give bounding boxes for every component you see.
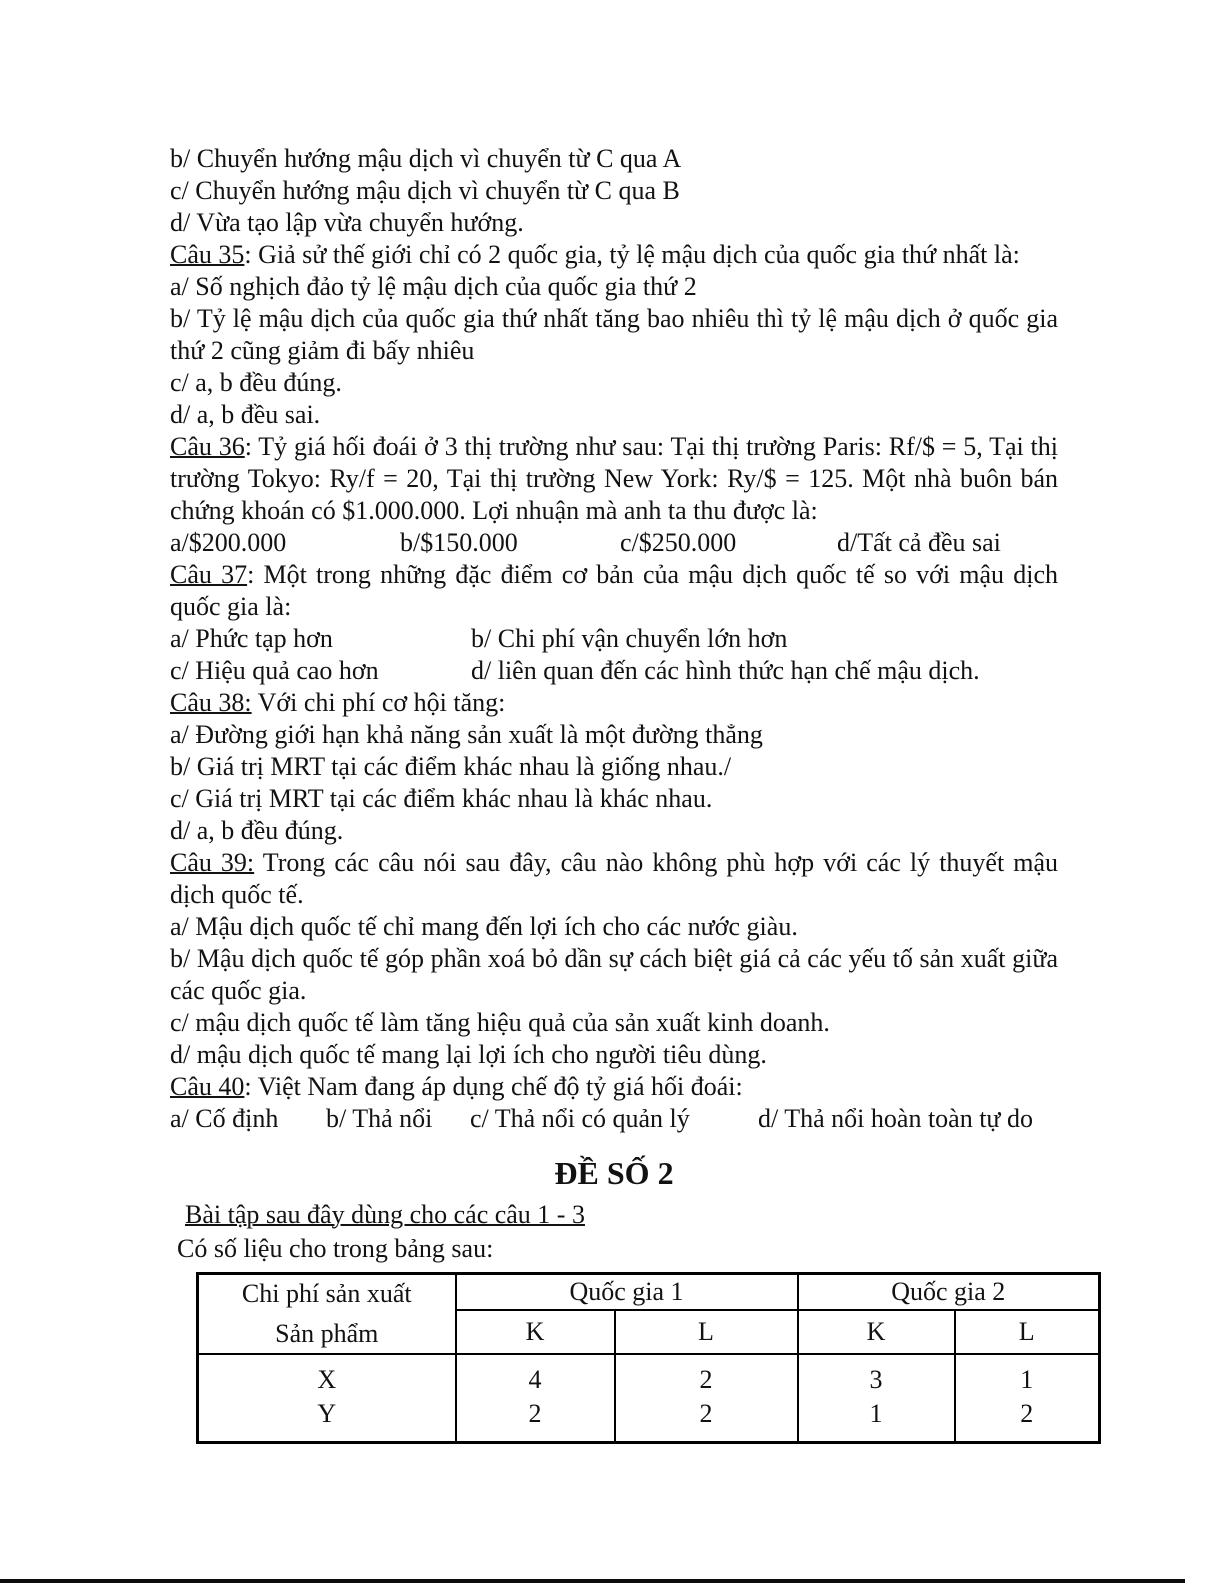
page-bottom-edge	[0, 1579, 1185, 1583]
question-36-text: : Tỷ giá hối đoái ở 3 thị trường như sau: Tại thị trường Paris: Rf/$ = 5, Tại thị trường Tokyo: Ry/f = 20, Tại thị trường New York: Ry/$ = 125. Một nhà buôn bán chứng khoán có $1.000.000. Lợi nhuận mà anh ta thu được là:	[170, 432, 1058, 525]
table-intro: Có số liệu cho trong bảng sau:	[177, 1234, 494, 1263]
question-35-option-b: b/ Tỷ lệ mậu dịch của quốc gia thứ nhất tăng bao nhiêu thì tỷ lệ mậu dịch ở quốc gia thứ 2 cũng giảm đi bấy nhiêu	[170, 304, 1058, 365]
question-37-option-b: b/ Chi phí vận chuyển lớn hơn	[471, 624, 788, 653]
row-y-product: Y	[198, 1397, 456, 1443]
row-x-l2: 1	[955, 1354, 1100, 1397]
question-36-option-c: c/$250.000	[620, 528, 737, 557]
row-y-l2: 2	[955, 1397, 1100, 1443]
question-40-label: Câu 40	[170, 1072, 245, 1101]
question-37-option-c: c/ Hiệu quả cao hơn	[170, 656, 379, 685]
question-35-option-c: c/ a, b đều đúng.	[170, 368, 342, 397]
question-38-option-a: a/ Đường giới hạn khả năng sản xuất là một đường thẳng	[170, 720, 763, 749]
question-39-label: Câu 39:	[170, 848, 255, 877]
continuation-option-d: d/ Vừa tạo lập vừa chuyển hướng.	[170, 208, 524, 237]
question-36-option-d: d/Tất cả đều sai	[837, 528, 1001, 557]
table-row-y	[198, 1397, 1100, 1443]
continuation-option-b: b/ Chuyển hướng mậu dịch vì chuyển từ C qua A	[170, 144, 682, 173]
question-40-option-d: d/ Thả nổi hoàn toàn tự do	[758, 1104, 1034, 1133]
question-37-option-a: a/ Phức tạp hơn	[170, 624, 333, 653]
question-35-option-a: a/ Số nghịch đảo tỷ lệ mậu dịch của quốc gia thứ 2	[170, 272, 697, 301]
question-38-option-d: d/ a, b đều đúng.	[170, 816, 344, 845]
question-36-stem	[170, 431, 1058, 527]
question-35-label: Câu 35	[170, 240, 245, 269]
question-39-option-c: c/ mậu dịch quốc tế làm tăng hiệu quả của sản xuất kinh doanh.	[170, 1008, 830, 1037]
question-36-options-row	[170, 527, 1058, 559]
text-block	[170, 143, 1058, 1444]
question-40-option-b: b/ Thả nổi	[326, 1104, 433, 1133]
question-35-option-d: d/ a, b đều sai.	[170, 400, 321, 429]
table-group-header-row	[198, 1274, 1100, 1311]
question-37-text: : Một trong những đặc điểm cơ bản của mậu dịch quốc tế so với mậu dịch quốc gia là:	[170, 560, 1058, 621]
question-38-label: Câu 38:	[170, 688, 252, 717]
question-38-option-c: c/ Giá trị MRT tại các điểm khác nhau là khác nhau.	[170, 784, 713, 813]
corner-label-cost: Chi phí sản xuất	[241, 1279, 412, 1308]
table-corner-cell	[198, 1274, 456, 1355]
question-39-text: Trong các câu nói sau đây, câu nào không phù hợp với các lý thuyết mậu dịch quốc tế.	[170, 848, 1058, 909]
continuation-option-c: c/ Chuyển hướng mậu dịch vì chuyển từ C qua B	[170, 176, 680, 205]
question-38-stem	[170, 687, 1058, 719]
question-39-option-a: a/ Mậu dịch quốc tế chỉ mang đến lợi ích cho các nước giàu.	[170, 912, 798, 941]
corner-label-product: Sản phẩm	[275, 1319, 379, 1348]
question-39-option-b: b/ Mậu dịch quốc tế góp phần xoá bỏ dần sự cách biệt giá cả các yếu tố sản xuất giữa các quốc gia.	[170, 944, 1058, 1005]
table-row-x	[198, 1354, 1100, 1397]
row-x-k2: 3	[798, 1354, 955, 1397]
row-x-l1: 2	[615, 1354, 798, 1397]
row-x-product: X	[198, 1354, 456, 1397]
question-38-option-b: b/ Giá trị MRT tại các điểm khác nhau là giống nhau./	[170, 752, 732, 781]
question-36-option-a: a/$200.000	[170, 528, 287, 557]
group-header-country-1: Quốc gia 1	[456, 1274, 798, 1311]
section-title: ĐỀ SỐ 2	[554, 1155, 674, 1191]
question-37-label: Câu 37	[170, 560, 248, 589]
question-39-stem	[170, 847, 1058, 911]
question-37-options-row-1	[170, 623, 1058, 655]
sub-header-l2: L	[955, 1310, 1100, 1354]
row-y-k1: 2	[456, 1397, 615, 1443]
question-40-stem	[170, 1071, 1058, 1103]
row-y-k2: 1	[798, 1397, 955, 1443]
question-36-label: Câu 36	[170, 432, 245, 461]
question-40-option-c: c/ Thả nổi có quản lý	[470, 1104, 690, 1133]
question-38-text: Với chi phí cơ hội tăng:	[251, 688, 506, 717]
question-37-stem	[170, 559, 1058, 623]
question-39-option-d: d/ mậu dịch quốc tế mang lại lợi ích cho người tiêu dùng.	[170, 1040, 767, 1069]
group-header-country-2: Quốc gia 2	[798, 1274, 1100, 1311]
question-37-option-d: d/ liên quan đến các hình thức hạn chế mậu dịch.	[471, 656, 980, 685]
sub-header-l1: L	[615, 1310, 798, 1354]
question-40-option-a: a/ Cố định	[170, 1104, 279, 1133]
question-36-option-b: b/$150.000	[400, 528, 518, 557]
cost-table	[196, 1272, 1101, 1444]
row-x-k1: 4	[456, 1354, 615, 1397]
question-40-options-row	[170, 1103, 1058, 1135]
question-35-stem	[170, 239, 1058, 271]
row-y-l1: 2	[615, 1397, 798, 1443]
sub-header-k1: K	[456, 1310, 615, 1354]
exercise-scope-note: Bài tập sau đây dùng cho các câu 1 - 3	[185, 1200, 585, 1229]
question-40-text: : Việt Nam đang áp dụng chế độ tỷ giá hối đoái:	[244, 1072, 743, 1101]
sub-header-k2: K	[798, 1310, 955, 1354]
question-37-options-row-2	[170, 655, 1058, 687]
question-35-text: : Giả sử thế giới chỉ có 2 quốc gia, tỷ lệ mậu dịch của quốc gia thứ nhất là:	[244, 240, 1020, 269]
